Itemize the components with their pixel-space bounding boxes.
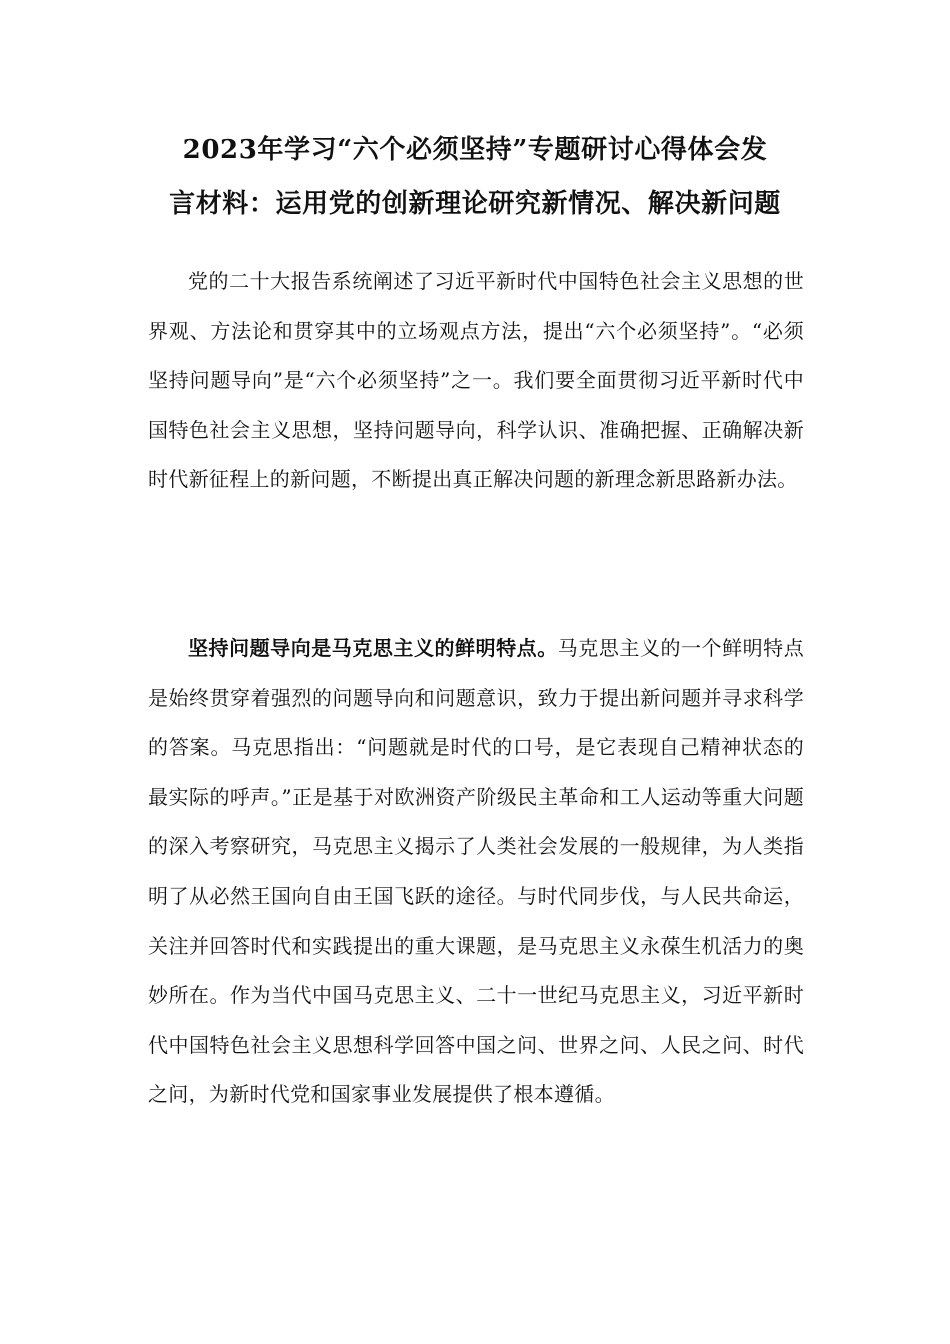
title-line-2: 言材料：运用党的创新理论研究新情况、解决新问题 — [169, 189, 781, 219]
paragraph-problem-orientation — [148, 624, 804, 1120]
document-title — [120, 123, 830, 231]
title-line-1: 2023年学习“六个必须坚持”专题研讨心得体会发 — [182, 135, 768, 165]
paragraph-intro — [148, 257, 804, 505]
paragraph-problem-orientation-text: 马克思主义的一个鲜明特点是始终贯穿着强烈的问题导向和问题意识，致力于提出新问题并寻求科学的答案。马克思指出：“问题就是时代的口号，是它表现自己精神状态的最实际的呼声。”正是基于对欧洲资产阶级民主革命和工人运动等重大问题的深入考察研究，马克思主义揭示了人类社会发展的一般规律，为人类指明了从必然王国向自由王国飞跃的途径。与时代同步伐，与人民共命运，关注并回答时代和实践提出的重大课题，是马克思主义永葆生机活力的奥妙所在。作为当代中国马克思主义、二十一世纪马克思主义，习近平新时代中国特色社会主义思想科学回答中国之问、世界之问、人民之问、时代之问，为新时代党和国家事业发展提供了根本遵循。 — [148, 636, 804, 1107]
paragraph-intro-text: 党的二十大报告系统阐述了习近平新时代中国特色社会主义思想的世界观、方法论和贯穿其中的立场观点方法，提出“六个必须坚持”。“必须坚持问题导向”是“六个必须坚持”之一。我们要全面贯彻习近平新时代中国特色社会主义思想，坚持问题导向，科学认识、准确把握、正确解决新时代新征程上的新问题，不断提出真正解决问题的新理念新思路新办法。 — [148, 269, 804, 492]
paragraph-lead-heading: 坚持问题导向是马克思主义的鲜明特点。 — [188, 636, 558, 660]
